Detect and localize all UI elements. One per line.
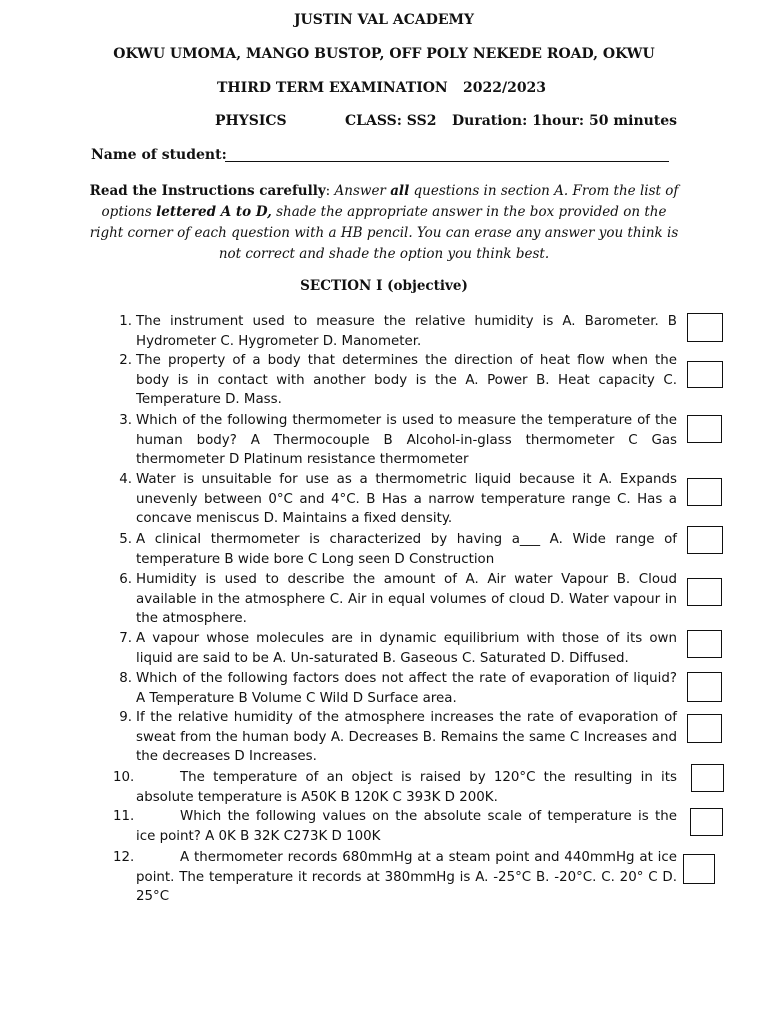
question-text xyxy=(136,629,677,668)
question-number: 7. xyxy=(119,631,132,646)
answer-box[interactable] xyxy=(687,313,723,342)
answer-box[interactable] xyxy=(690,808,723,836)
question-text-content: Which of the following factors does not affect the rate of evaporation of liquid? A Temperature B Volume C Wild D Surface area. xyxy=(136,671,677,706)
question-text-content: A thermometer records 680mmHg at a steam point and 440mmHg at ice point. The temperature it records at 380mmHg is A. -25°C B. -20°C. C. 20° C D. 25°C xyxy=(136,850,677,905)
question-text xyxy=(136,708,677,767)
answer-box[interactable] xyxy=(687,361,723,388)
duration-label: Duration: 1hour: 50 minutes xyxy=(452,113,678,129)
question-number: 1. xyxy=(119,314,132,329)
question-text xyxy=(136,570,677,629)
section-title: SECTION I (objective) xyxy=(300,278,468,294)
student-name-label: Name of student: xyxy=(91,147,227,163)
question-text-content: Which of the following thermometer is used to measure the temperature of the human body? A Thermocouple B Alcohol-in-glass thermometer C Gas thermometer D Platinum resistance thermometer xyxy=(136,413,677,468)
question-text-content: Water is unsuitable for use as a thermometric liquid because it A. Expands unevenly between 0°C and 4°C. B Has a narrow temperature range C. Has a concave meniscus D. Maintains a fixed density. xyxy=(136,472,677,527)
question-number: 3. xyxy=(119,413,132,428)
answer-box[interactable] xyxy=(687,630,722,658)
exam-title: THIRD TERM EXAMINATION xyxy=(217,80,448,96)
question-number: 6. xyxy=(119,572,132,587)
instructions-lead: Read the Instructions carefully xyxy=(89,183,326,199)
question-number: 4. xyxy=(119,472,132,487)
question-text xyxy=(136,470,677,529)
answer-box[interactable] xyxy=(683,854,715,884)
answer-box[interactable] xyxy=(687,478,722,506)
question-number: 8. xyxy=(119,671,132,686)
question-text-content: Which the following values on the absolute scale of temperature is the ice point? A 0K B 32K C273K D 100K xyxy=(136,809,677,844)
question-text xyxy=(136,768,677,807)
question-text xyxy=(136,807,677,846)
answer-box[interactable] xyxy=(687,714,722,743)
question-text xyxy=(136,312,677,351)
instructions-all: all xyxy=(390,183,410,199)
question-number: 12. xyxy=(113,850,135,865)
instructions-colon: : xyxy=(325,183,335,199)
answer-box[interactable] xyxy=(687,415,722,443)
question-text-content: The instrument used to measure the relative humidity is A. Barometer. B Hydrometer C. Hygrometer D. Manometer. xyxy=(136,314,677,349)
answer-box[interactable] xyxy=(687,526,723,554)
instructions-part-1: Answer xyxy=(334,183,391,199)
question-text-content: A vapour whose molecules are in dynamic equilibrium with those of its own liquid are said to be A. Un-saturated B. Gaseous C. Saturated D. Diffused. xyxy=(136,631,677,666)
question-text xyxy=(136,669,677,708)
question-text-content: Humidity is used to describe the amount of A. Air water Vapour B. Cloud available in the atmosphere C. Air in equal volumes of cloud D. Water vapour in the atmosphere. xyxy=(136,572,677,627)
question-text xyxy=(136,848,677,907)
question-number: 2. xyxy=(119,353,132,368)
question-text xyxy=(136,411,677,470)
question-text-content: The property of a body that determines the direction of heat flow when the body is in contact with another body is the A. Power B. Heat capacity C. Temperature D. Mass. xyxy=(136,353,677,408)
instructions-part-3: shade the appropriate answer in the box provided on the right corner of each question with a HB pencil. You can erase any answer you think is not correct and shade the option you think best. xyxy=(89,204,679,262)
student-name-line xyxy=(225,161,669,162)
question-number: 5. xyxy=(119,532,132,547)
exam-session: 2022/2023 xyxy=(463,80,547,96)
answer-box[interactable] xyxy=(687,672,722,702)
question-text xyxy=(136,530,677,569)
subject-label: PHYSICS xyxy=(215,113,287,129)
question-text-content: A clinical thermometer is characterized by having a___ A. Wide range of temperature B wide bore C Long seen D Construction xyxy=(136,532,677,567)
question-text xyxy=(136,351,677,410)
question-text-content: The temperature of an object is raised by 120°C the resulting in its absolute temperature is A50K B 120K C 393K D 200K. xyxy=(136,770,677,805)
answer-box[interactable] xyxy=(691,764,724,792)
instructions-lettered: lettered A to D, xyxy=(156,204,272,220)
question-text-content: If the relative humidity of the atmosphere increases the rate of evaporation of sweat from the human body A. Decreases B. Remains the same C Increases and the decreases D Increases. xyxy=(136,710,677,765)
school-name: JUSTIN VAL ACADEMY xyxy=(293,12,475,28)
school-address: OKWU UMOMA, MANGO BUSTOP, OFF POLY NEKEDE ROAD, OKWU xyxy=(113,46,655,62)
instructions xyxy=(88,181,680,265)
question-number: 9. xyxy=(119,710,132,725)
instructions-part-2: questions in section A. From the list of options xyxy=(101,183,679,220)
question-number: 11. xyxy=(113,809,135,824)
answer-box[interactable] xyxy=(687,578,722,606)
question-number: 10. xyxy=(113,770,135,785)
class-label: CLASS: SS2 xyxy=(345,113,437,129)
